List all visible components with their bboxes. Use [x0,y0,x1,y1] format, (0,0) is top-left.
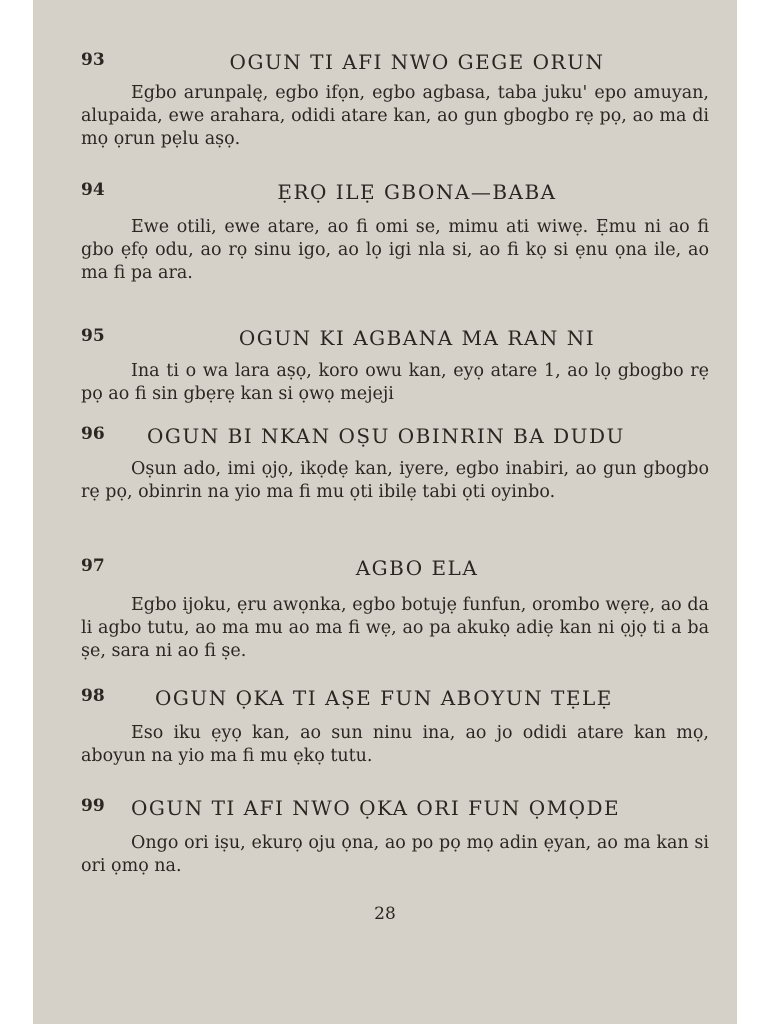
recipe-title: OGUN KI AGBANA MA RAN NI [238,326,596,350]
page-number: 28 [374,904,396,924]
recipe-title: ẸRỌ ILẸ GBONA—BABA [277,180,557,204]
recipe-body: Ina ti o wa lara aṣọ, koro owu kan, eyọ atare 1, ao lọ gbogbo rẹ pọ ao fi sin gbẹrẹ kan si ọwọ mejeji [81,361,709,404]
recipe-number: 95 [81,326,105,346]
recipe-body: Eso iku ẹyọ kan, ao sun ninu ina, ao jo odidi atare kan mọ, aboyun na yio ma fi mu ẹkọ tutu. [81,723,709,766]
recipe-number: 96 [81,424,105,444]
recipe-body: Oṣun ado, imi ọjọ, ikọdẹ kan, iyere, egbo inabiri, ao gun gbogbo rẹ pọ, obinrin na yio ma fi mu ọti ibilẹ tabi ọti oyinbo. [81,459,709,502]
recipe-title: OGUN TI AFI NWO GEGE ORUN [229,50,605,74]
recipe-number: 99 [81,796,105,816]
recipe-title: OGUN ỌKA TI AṢE FUN ABOYUN TẸLẸ [155,686,613,710]
recipe-title: AGBO ELA [355,556,479,580]
recipe-body: Egbo arunpalę, egbo ifọn, egbo agbasa, taba juku' epo amuyan, alupaida, ewe arahara, odidi atare kan, ao gun gbogbo rẹ pọ, ao ma di mọ ọrun pẹlu aṣọ. [81,83,709,149]
recipe-body: Ongo ori iṣu, ekurọ oju ọna, ao po pọ mọ adin ẹyan, ao ma kan si ori ọmọ na. [81,833,709,876]
recipe-number: 97 [81,556,105,576]
recipe-body: Ewe otili, ewe atare, ao fi omi se, mimu ati wiwẹ. Ẹmu ni ao fi gbo ẹfọ odu, ao rọ sinu igo, ao lọ igi nla si, ao fi kọ si ẹnu ọna ile, ao ma fi pa ara. [81,217,709,283]
book-page [33,0,737,1024]
recipe-body: Egbo ijoku, ẹru awọnka, egbo botujẹ funfun, orombo wẹrẹ, ao da li agbo tutu, ao ma mu ao ma fi wẹ, ao pa akukọ adiẹ kan ni ọjọ ti a ba ṣe, sara ni ao fi ṣe. [81,595,709,661]
recipe-title: OGUN BI NKAN OṢU OBINRIN BA DUDU [147,424,625,448]
recipe-number: 98 [81,686,105,706]
recipe-number: 93 [81,50,105,70]
recipe-number: 94 [81,180,105,200]
recipe-title: OGUN TI AFI NWO ỌKA ORI FUN ỌMỌDE [131,796,621,820]
